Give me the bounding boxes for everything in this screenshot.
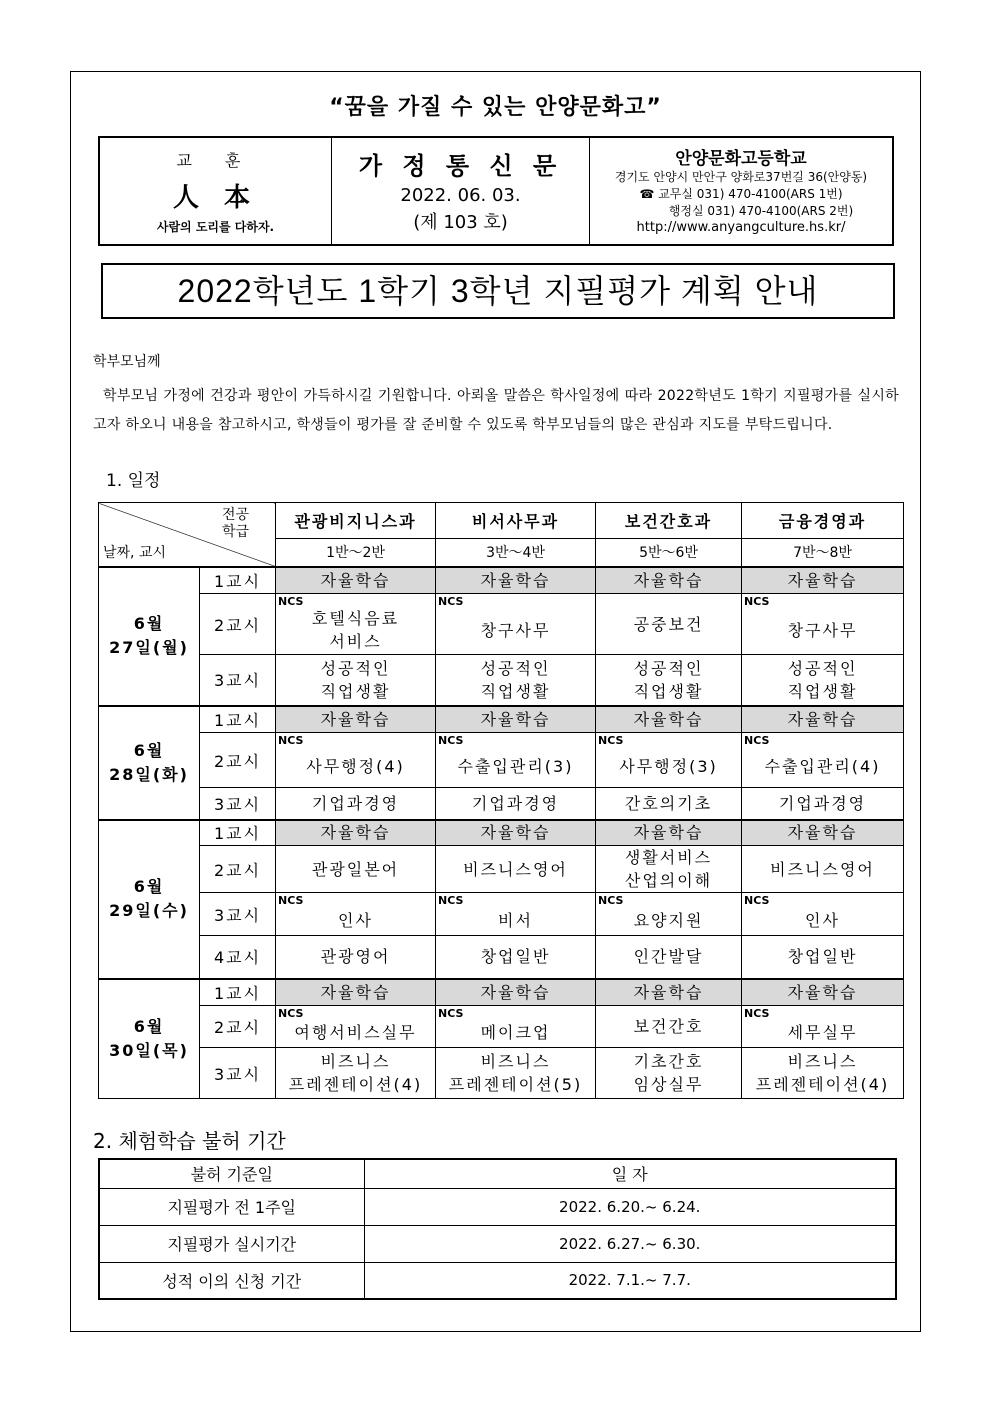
subject-name: 자율학습 [320, 982, 391, 1002]
subject-cell [742, 893, 904, 936]
subject-cell [596, 655, 742, 706]
exam-day: 28일(화) [109, 764, 189, 784]
subject-name: 인사 [805, 910, 840, 930]
subject-name: 성공적인 직업생활 [787, 658, 858, 701]
subject-cell [276, 820, 436, 846]
subject-name: 창구사무 [787, 620, 858, 640]
table-corner-cell [99, 503, 276, 567]
subject-cell [742, 1006, 904, 1048]
subject-cell [742, 820, 904, 846]
period-label: 4교시 [200, 936, 276, 979]
school-motto: 人 本 [172, 183, 259, 213]
subject-cell [596, 594, 742, 655]
subject-name: 자율학습 [480, 982, 551, 1002]
subject-cell [742, 655, 904, 706]
subject-cell [276, 893, 436, 936]
subject-name: 창업일반 [787, 947, 858, 967]
subject-name: 관광영어 [320, 947, 391, 967]
subject-name: 호텔식음료 서비스 [311, 609, 400, 651]
restriction-dates: 2022. 7.1.~ 7.7. [364, 1262, 896, 1299]
subject-cell [276, 594, 436, 655]
subject-name: 요양지원 [633, 910, 704, 930]
subject-name: 메이크업 [480, 1023, 551, 1042]
department-header: 비서사무과 [436, 503, 596, 539]
subject-name: 성공적인 직업생활 [320, 658, 391, 701]
ncs-badge: NCS [278, 734, 304, 747]
ncs-badge: NCS [438, 734, 464, 747]
subject-name: 자율학습 [633, 823, 704, 843]
subject-cell [436, 893, 596, 936]
subject-name: 비즈니스 프레젠테이션(5) [448, 1052, 583, 1094]
subject-cell [436, 655, 596, 706]
section-experience-heading: 2. 체험학습 불허 기간 [93, 1129, 286, 1153]
ncs-badge: NCS [744, 734, 770, 747]
subject-cell [596, 820, 742, 846]
period-label: 1교시 [200, 567, 276, 594]
intro-paragraph: 학부모님 가정에 건강과 평안이 가득하시길 기원합니다. 아뢰올 말씀은 학사일정에 따라 2022학년도 1학기 지필평가를 실시하고자 하오니 내용을 참고하시고, 학생들이 평가를 잘 준비할 수 있도록 학부모님들의 많은 관심과 지도를 부탁드립니다. [93, 388, 899, 433]
department-header: 보건간호과 [596, 503, 742, 539]
subject-cell [436, 1048, 596, 1099]
subject-cell [742, 788, 904, 820]
subject-cell [436, 594, 596, 655]
exam-day: 27일(월) [109, 638, 189, 657]
subject-name: 인간발달 [633, 947, 704, 967]
period-label: 1교시 [200, 820, 276, 846]
restriction-dates: 2022. 6.27.~ 6.30. [364, 1225, 896, 1262]
document-title: 2022학년도 1학기 3학년 지필평가 계획 안내 [101, 263, 895, 319]
subject-cell [436, 846, 596, 893]
ncs-badge: NCS [278, 595, 304, 608]
period-label: 3교시 [200, 1048, 276, 1099]
subject-cell [596, 788, 742, 820]
subject-name: 사무행정(4) [306, 756, 405, 776]
corner-date-label: 날짜, 교시 [103, 544, 166, 561]
corner-major-label: 전공 학급 [221, 507, 249, 540]
subject-cell [742, 936, 904, 979]
subject-cell [436, 733, 596, 788]
subject-name: 성공적인 직업생활 [633, 658, 704, 701]
subject-cell [596, 567, 742, 594]
subject-name: 자율학습 [787, 709, 858, 729]
subject-name: 창업일반 [480, 947, 551, 967]
subject-name: 수출입관리(4) [764, 756, 881, 776]
school-name: 안양문화고등학교 [675, 149, 807, 169]
subject-cell [276, 1006, 436, 1048]
school-motto-label: 교 훈 [176, 151, 255, 170]
subject-name: 비서 [498, 910, 533, 930]
subject-cell [596, 893, 742, 936]
exam-day: 30일(목) [109, 1040, 189, 1060]
department-header: 관광비지니스과 [276, 503, 436, 539]
subject-name: 자율학습 [633, 982, 704, 1002]
subject-name: 생활서비스 산업의이해 [624, 848, 713, 890]
subject-name: 간호의기초 [624, 793, 713, 813]
subject-name: 공중보건 [633, 614, 704, 634]
ncs-badge: NCS [744, 1007, 770, 1020]
subject-name: 자율학습 [480, 709, 551, 729]
subject-cell [436, 706, 596, 733]
class-range: 1반～2반 [276, 539, 436, 567]
subject-cell [276, 567, 436, 594]
class-range: 5반～6반 [596, 539, 742, 567]
restriction-basis: 지필평가 실시기간 [99, 1225, 364, 1262]
period-label: 3교시 [200, 893, 276, 936]
greeting: 학부모님께 [93, 354, 161, 370]
subject-name: 자율학습 [320, 709, 391, 729]
newsletter-info-box [332, 138, 590, 244]
subject-cell [742, 706, 904, 733]
exam-date [99, 567, 200, 706]
subject-cell [276, 733, 436, 788]
subject-name: 자율학습 [787, 982, 858, 1002]
period-label: 1교시 [200, 979, 276, 1006]
ncs-badge: NCS [438, 595, 464, 608]
subject-name: 기초간호 임상실무 [633, 1052, 704, 1094]
exam-month: 6월 [133, 740, 165, 760]
school-url[interactable]: http://www.anyangculture.hs.kr/ [636, 220, 846, 235]
subject-cell [276, 706, 436, 733]
subject-name: 수출입관리(3) [457, 756, 574, 776]
subject-cell [276, 979, 436, 1006]
period-label: 2교시 [200, 733, 276, 788]
experience-header: 불허 기준일 [99, 1159, 364, 1188]
subject-cell [276, 936, 436, 979]
section-schedule-heading: 1. 일정 [106, 471, 161, 491]
subject-cell [742, 594, 904, 655]
subject-name: 자율학습 [787, 570, 858, 590]
subject-cell [596, 706, 742, 733]
subject-cell [276, 1048, 436, 1099]
subject-cell [596, 936, 742, 979]
newsletter-title: 가 정 통 신 문 [358, 152, 563, 180]
subject-cell [276, 788, 436, 820]
subject-name: 기업과경영 [471, 793, 560, 813]
subject-cell [596, 979, 742, 1006]
period-label: 3교시 [200, 788, 276, 820]
subject-cell [596, 846, 742, 893]
restriction-dates: 2022. 6.20.~ 6.24. [364, 1188, 896, 1225]
exam-date [99, 979, 200, 1099]
department-header: 금융경영과 [742, 503, 904, 539]
school-slogan: “꿈을 가질 수 있는 안양문화고” [329, 95, 662, 120]
subject-name: 비즈니스 프레젠테이션(4) [755, 1052, 890, 1094]
school-motto-desc: 사람의 도리를 다하자. [156, 220, 275, 234]
exam-date [99, 706, 200, 820]
subject-cell [276, 655, 436, 706]
subject-name: 관광일본어 [311, 859, 400, 879]
school-address: 경기도 안양시 만안구 양화로37번길 36(안양동) [614, 170, 868, 184]
period-label: 3교시 [200, 655, 276, 706]
experience-restriction-table [98, 1158, 897, 1300]
exam-month: 6월 [133, 614, 165, 633]
period-label: 2교시 [200, 846, 276, 893]
subject-cell [436, 567, 596, 594]
class-range: 3반～4반 [436, 539, 596, 567]
period-label: 2교시 [200, 594, 276, 655]
subject-name: 자율학습 [633, 570, 704, 590]
experience-header: 일 자 [364, 1159, 896, 1188]
subject-name: 자율학습 [787, 823, 858, 843]
exam-month: 6월 [133, 1016, 165, 1036]
subject-cell [276, 846, 436, 893]
subject-cell [436, 936, 596, 979]
subject-name: 자율학습 [480, 823, 551, 843]
subject-name: 기업과경영 [311, 793, 400, 813]
restriction-basis: 지필평가 전 1주일 [99, 1188, 364, 1225]
subject-cell [596, 1006, 742, 1048]
subject-name: 자율학습 [480, 570, 551, 590]
subject-name: 인사 [338, 910, 373, 930]
subject-name: 비즈니스영어 [770, 859, 875, 879]
ncs-badge: NCS [744, 894, 770, 907]
subject-cell [436, 979, 596, 1006]
school-contact-box [590, 138, 892, 244]
subject-name: 기업과경영 [778, 793, 867, 813]
subject-name: 세무실무 [787, 1023, 858, 1042]
ncs-badge: NCS [438, 1007, 464, 1020]
subject-name: 성공적인 직업생활 [480, 658, 551, 701]
subject-cell [436, 820, 596, 846]
subject-cell [742, 979, 904, 1006]
subject-cell [742, 1048, 904, 1099]
ncs-badge: NCS [744, 595, 770, 608]
phone-office: ☎ 교무실 031) 470-4100(ARS 1번) [639, 187, 843, 201]
subject-name: 사무행정(3) [619, 756, 718, 776]
ncs-badge: NCS [598, 734, 624, 747]
newsletter-issue: (제 103 호) [413, 212, 508, 233]
subject-cell [742, 733, 904, 788]
subject-name: 비즈니스영어 [463, 859, 568, 879]
subject-cell [436, 788, 596, 820]
subject-name: 자율학습 [320, 823, 391, 843]
school-motto-box [100, 138, 332, 244]
subject-name: 여행서비스실무 [294, 1023, 417, 1042]
newsletter-date: 2022. 06. 03. [400, 185, 521, 206]
exam-day: 29일(수) [109, 901, 189, 920]
restriction-basis: 성적 이의 신청 기간 [99, 1262, 364, 1299]
period-label: 2교시 [200, 1006, 276, 1048]
ncs-badge: NCS [278, 1007, 304, 1020]
exam-schedule-table [98, 502, 904, 1099]
period-label: 1교시 [200, 706, 276, 733]
ncs-badge: NCS [438, 894, 464, 907]
subject-cell [596, 733, 742, 788]
subject-name: 자율학습 [633, 709, 704, 729]
subject-cell [436, 1006, 596, 1048]
newsletter-header [98, 136, 894, 246]
exam-month: 6월 [133, 877, 165, 896]
subject-cell [596, 1048, 742, 1099]
phone-admin: 행정실 031) 470-4100(ARS 2번) [668, 204, 854, 218]
subject-name: 비즈니스 프레젠테이션(4) [288, 1052, 423, 1094]
subject-cell [742, 567, 904, 594]
ncs-badge: NCS [598, 894, 624, 907]
ncs-badge: NCS [278, 894, 304, 907]
exam-date [99, 820, 200, 979]
subject-name: 창구사무 [480, 620, 551, 640]
subject-cell [742, 846, 904, 893]
subject-name: 보건간호 [633, 1017, 704, 1036]
class-range: 7반～8반 [742, 539, 904, 567]
subject-name: 자율학습 [320, 570, 391, 590]
